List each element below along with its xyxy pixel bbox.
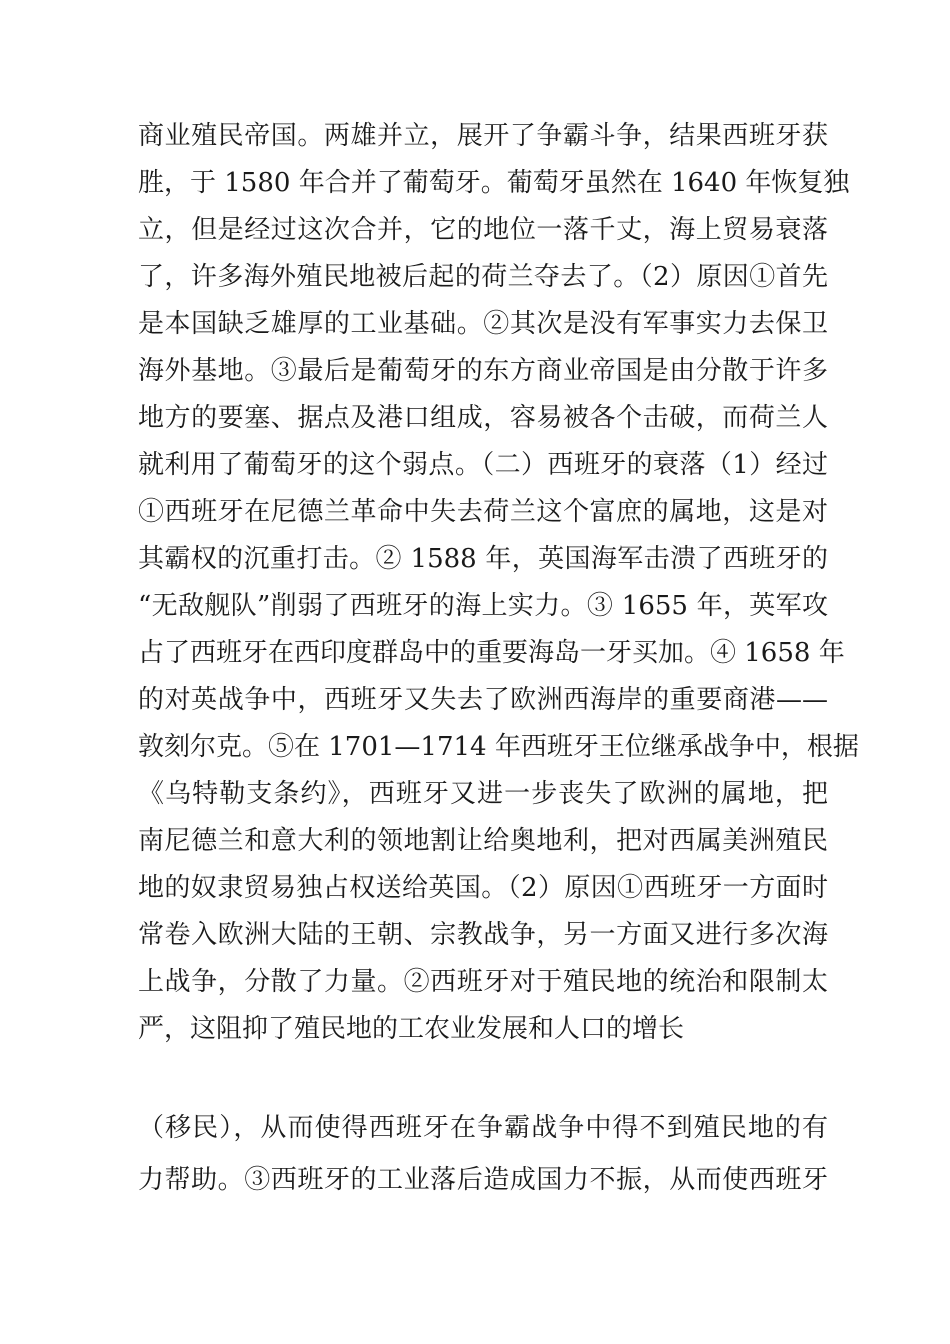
- text-line: 了，许多海外殖民地被后起的荷兰夺去了。（2）原因①首先: [138, 262, 828, 292]
- text-line: “无敌舰队”削弱了西班牙的海上实力。③ 1655 年，英军攻: [138, 591, 828, 621]
- text-line: 严，这阻抑了殖民地的工农业发展和人口的增长: [138, 1014, 685, 1044]
- text-line: 其霸权的沉重打击。② 1588 年，英国海军击溃了西班牙的: [138, 544, 828, 574]
- text-line: ①西班牙在尼德兰革命中失去荷兰这个富庶的属地，这是对: [138, 497, 828, 527]
- text-line: 地方的要塞、据点及港口组成，容易被各个击破，而荷兰人: [138, 403, 828, 433]
- text-line: 力帮助。③西班牙的工业落后造成国力不振，从而使西班牙: [138, 1165, 828, 1195]
- text-line: （移民），从而使得西班牙在争霸战争中得不到殖民地的有: [138, 1113, 828, 1143]
- text-line: 上战争，分散了力量。②西班牙对于殖民地的统治和限制太: [138, 967, 828, 997]
- text-line: 的对英战争中，西班牙又失去了欧洲西海岸的重要商港——: [138, 685, 828, 715]
- text-line: 敦刻尔克。⑤在 1701—1714 年西班牙王位继承战争中，根据: [138, 732, 859, 762]
- text-line: 立，但是经过这次合并，它的地位一落千丈，海上贸易衰落: [138, 215, 828, 245]
- text-line: 商业殖民帝国。两雄并立，展开了争霸斗争，结果西班牙获: [138, 121, 828, 151]
- text-line: 《乌特勒支条约》，西班牙又进一步丧失了欧洲的属地，把: [138, 779, 828, 809]
- text-line: 胜，于 1580 年合并了葡萄牙。葡萄牙虽然在 1640 年恢复独: [138, 168, 850, 198]
- text-line: 是本国缺乏雄厚的工业基础。②其次是没有军事实力去保卫: [138, 309, 828, 339]
- text-line: 就利用了葡萄牙的这个弱点。（二）西班牙的衰落（1）经过: [138, 450, 828, 480]
- text-line: 海外基地。③最后是葡萄牙的东方商业帝国是由分散于许多: [138, 356, 828, 386]
- text-line: 常卷入欧洲大陆的王朝、宗教战争，另一方面又进行多次海: [138, 920, 828, 950]
- text-line: 南尼德兰和意大利的领地割让给奥地利，把对西属美洲殖民: [138, 826, 828, 856]
- text-line: 占了西班牙在西印度群岛中的重要海岛一牙买加。④ 1658 年: [138, 638, 845, 668]
- text-line: 地的奴隶贸易独占权送给英国。（2）原因①西班牙一方面时: [138, 873, 828, 903]
